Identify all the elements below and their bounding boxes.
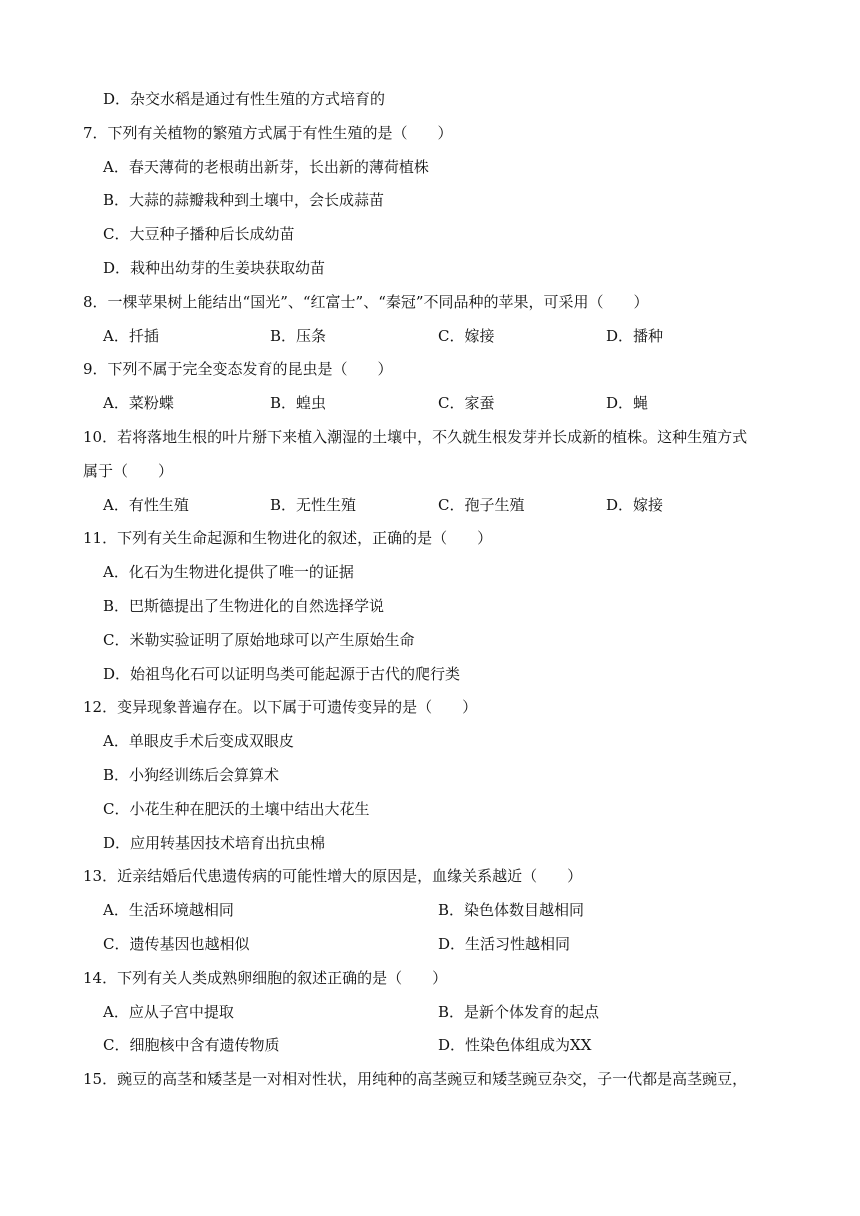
answer-option: C．孢子生殖: [438, 496, 525, 514]
answer-option: C．细胞核中含有遗传物质: [103, 1036, 280, 1054]
answer-option: C．家蚕: [438, 394, 495, 412]
answer-option: B．蝗虫: [270, 394, 327, 412]
question-text: 属于（ ）: [83, 462, 174, 480]
answer-option: A．生活环境越相同: [103, 901, 234, 919]
question-text: 10．若将落地生根的叶片掰下来植入潮湿的土壤中，不久就生根发芽并长成新的植株。这种生殖方式: [83, 428, 748, 446]
answer-option: C．大豆种子播种后长成幼苗: [103, 225, 295, 243]
answer-option: B．是新个体发育的起点: [438, 1003, 600, 1021]
answer-option: A．应从子宫中提取: [103, 1003, 234, 1021]
answer-option: C．遗传基因也越相似: [103, 935, 250, 953]
answer-option: C．米勒实验证明了原始地球可以产生原始生命: [103, 631, 415, 649]
answer-option: B．染色体数目越相同: [438, 901, 585, 919]
question-text: 13．近亲结婚后代患遗传病的可能性增大的原因是，血缘关系越近（ ）: [83, 867, 583, 885]
answer-option: D．杂交水稻是通过有性生殖的方式培育的: [103, 90, 386, 108]
answer-option: C．小花生种在肥沃的土壤中结出大花生: [103, 800, 370, 818]
question-text: 11．下列有关生命起源和生物进化的叙述，正确的是（ ）: [83, 529, 493, 547]
answer-option: D．应用转基因技术培育出抗虫棉: [103, 834, 326, 852]
answer-option: A．扦插: [103, 327, 159, 345]
answer-option: D．性染色体组成为XX: [438, 1036, 592, 1054]
answer-option: D．始祖鸟化石可以证明鸟类可能起源于古代的爬行类: [103, 665, 461, 683]
answer-option: B．压条: [270, 327, 327, 345]
answer-option: C．嫁接: [438, 327, 495, 345]
answer-option: D．栽种出幼芽的生姜块获取幼苗: [103, 259, 326, 277]
question-text: 7．下列有关植物的繁殖方式属于有性生殖的是（ ）: [83, 124, 453, 142]
answer-option: B．无性生殖: [270, 496, 357, 514]
answer-option: B．小狗经训练后会算算术: [103, 766, 280, 784]
question-text: 12．变异现象普遍存在。以下属于可遗传变异的是（ ）: [83, 698, 478, 716]
question-text: 9．下列不属于完全变态发育的昆虫是（ ）: [83, 360, 393, 378]
question-text: 15．豌豆的高茎和矮茎是一对相对性状，用纯种的高茎豌豆和矮茎豌豆杂交，子一代都是高茎豌豆，: [83, 1070, 748, 1088]
answer-option: A．春天薄荷的老根萌出新芽，长出新的薄荷植株: [103, 158, 429, 176]
answer-option: A．菜粉蝶: [103, 394, 174, 412]
answer-option: A．有性生殖: [103, 496, 189, 514]
answer-option: D．生活习性越相同: [438, 935, 571, 953]
answer-option: A．单眼皮手术后变成双眼皮: [103, 732, 294, 750]
answer-option: D．嫁接: [606, 496, 664, 514]
question-text: 8．一棵苹果树上能结出“国光”、“红富士”、“秦冠”不同品种的苹果，可采用（ ）: [83, 293, 649, 311]
answer-option: A．化石为生物进化提供了唯一的证据: [103, 563, 354, 581]
answer-option: D．播种: [606, 327, 664, 345]
answer-option: B．大蒜的蒜瓣栽种到土壤中，会长成蒜苗: [103, 191, 385, 209]
answer-option: D．蝇: [606, 394, 649, 412]
answer-option: B．巴斯德提出了生物进化的自然选择学说: [103, 597, 385, 615]
question-text: 14．下列有关人类成熟卵细胞的叙述正确的是（ ）: [83, 969, 448, 987]
